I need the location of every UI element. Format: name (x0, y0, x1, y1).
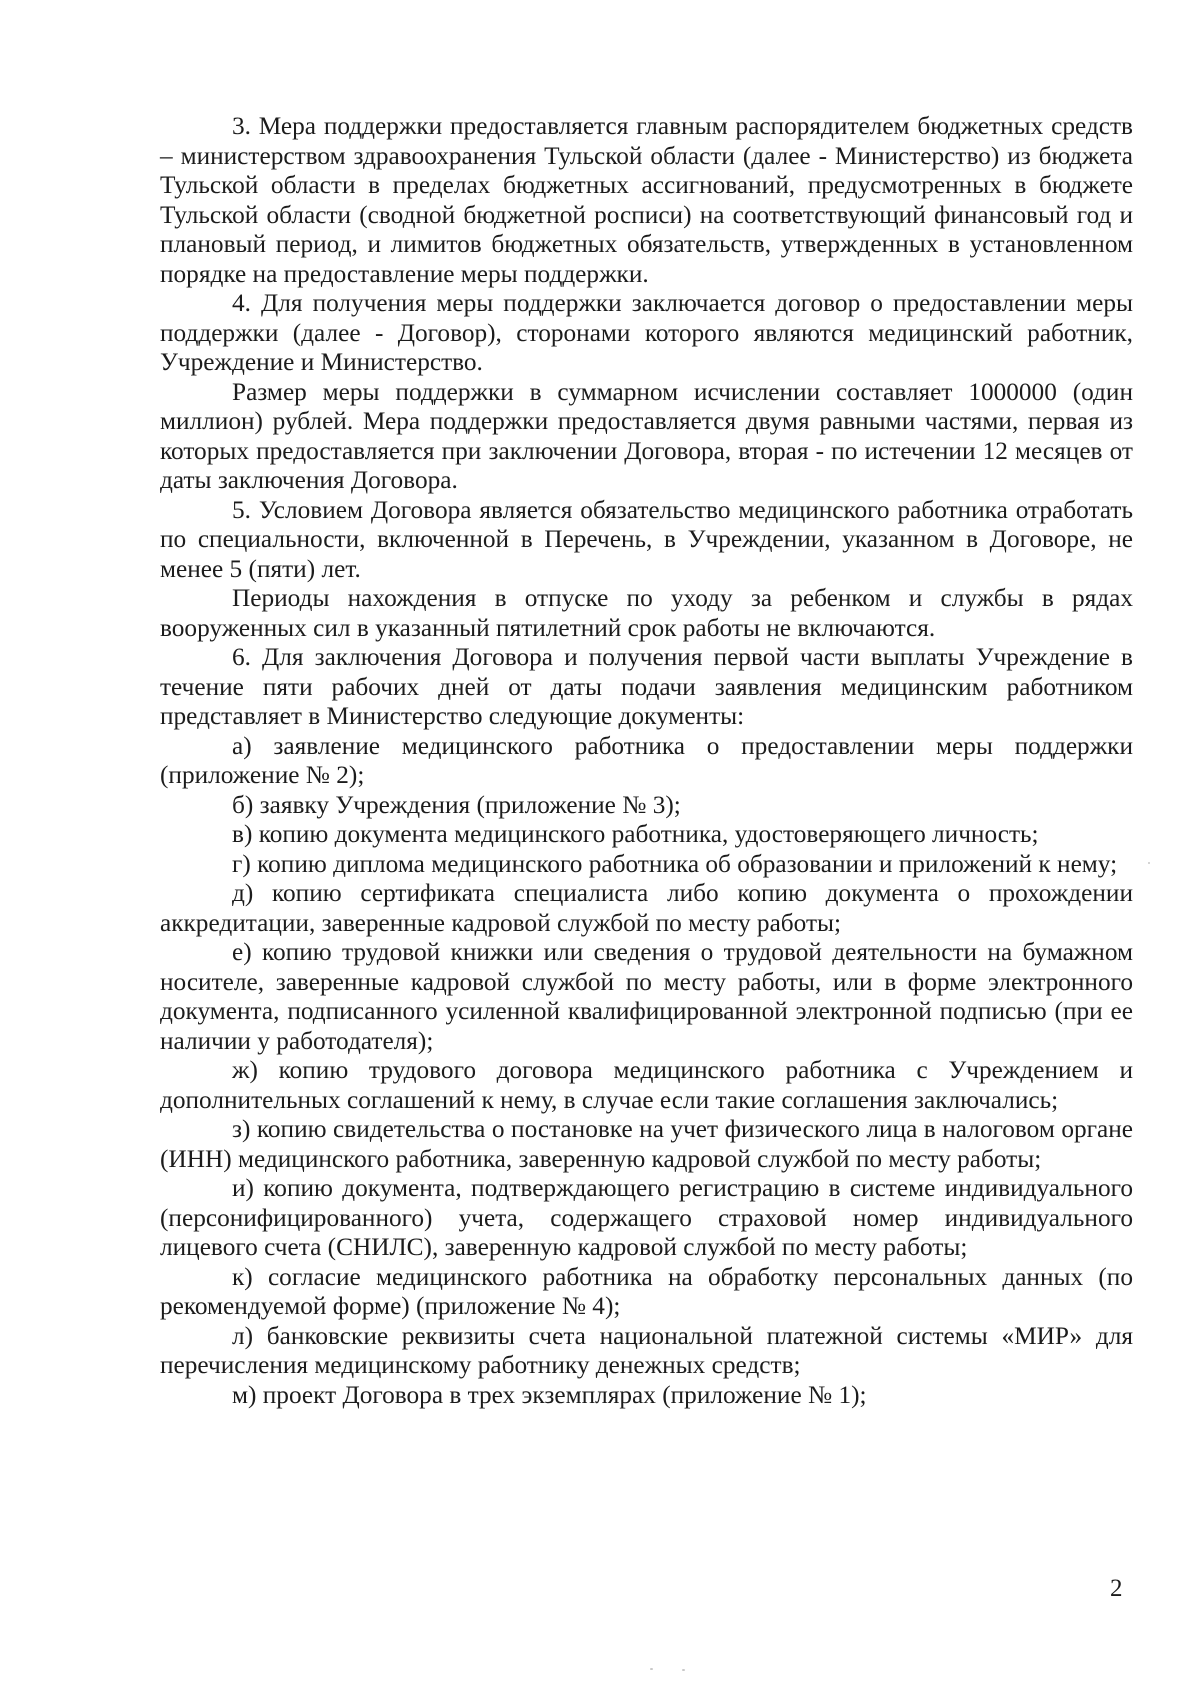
paragraph-5: 5. Условием Договора является обязательство медицинского работника отработать по специальности, включенной в Перечень, в Учреждении, указанном в Договоре, не менее 5 (пяти) лет. (160, 495, 1133, 583)
document-body (160, 112, 1133, 1410)
page-number: 2 (1110, 1575, 1123, 1602)
list-item-i: и) копию документа, подтверждающего регистрацию в системе индивидуального (персонифицированного) учета, содержащего страховой номер индивидуального лицевого счета (СНИЛС), заверенную кадровой службой по месту работы; (160, 1174, 1133, 1261)
paragraph-6: 6. Для заключения Договора и получения первой части выплаты Учреждение в течение пяти рабочих дней от даты подачи заявления медицинским работником представляет в Министерство следующие документы: (160, 643, 1133, 730)
list-item-k: к) согласие медицинского работника на обработку персональных данных (по рекомендуемой форме) (приложение № 4); (160, 1262, 1133, 1320)
scan-speck (650, 1668, 653, 1670)
paragraph-4-amount: Размер меры поддержки в суммарном исчислении составляет 1000000 (один миллион) рублей. Мера поддержки предоставляется двумя равными частями, первая из которых предоставляется при заключении Договора, вторая - по истечении 12 месяцев от даты заключения Договора. (160, 377, 1133, 494)
list-item-m: м) проект Договора в трех экземплярах (приложение № 1); (232, 1380, 867, 1409)
list-item-b: б) заявку Учреждения (приложение № 3); (232, 790, 681, 819)
list-item-g: г) копию диплома медицинского работника об образовании и приложений к нему; (232, 849, 1118, 878)
scan-speck (1148, 862, 1150, 864)
list-item-a: а) заявление медицинского работника о предоставлении меры поддержки (приложение № 2); (160, 731, 1133, 789)
list-item-d: д) копию сертификата специалиста либо копию документа о прохождении аккредитации, заверенные кадровой службой по месту работы; (160, 879, 1133, 937)
list-item-v: в) копию документа медицинского работника, удостоверяющего личность; (232, 820, 1039, 848)
list-item-e: е) копию трудовой книжки или сведения о трудовой деятельности на бумажном носителе, заверенные кадровой службой по месту работы, или в форме электронного документа, подписанного усиленной квалифицированной электронной подписью (при ее наличии у работодателя); (160, 938, 1133, 1055)
scan-speck (682, 1669, 685, 1671)
list-item-z: з) копию свидетельства о постановке на учет физического лица в налоговом органе (ИНН) медицинского работника, заверенную кадровой службой по месту работы; (160, 1115, 1133, 1173)
list-item-zh: ж) копию трудового договора медицинского работника с Учреждением и дополнительных соглашений к нему, в случае если такие соглашения заключались; (160, 1056, 1133, 1114)
paragraph-4: 4. Для получения меры поддержки заключается договор о предоставлении меры поддержки (далее - Договор), сторонами которого являются медицинский работник, Учреждение и Министерство. (160, 289, 1133, 376)
list-item-l: л) банковские реквизиты счета национальной платежной системы «МИР» для перечисления медицинскому работнику денежных средств; (160, 1321, 1133, 1379)
paragraph-3: 3. Мера поддержки предоставляется главным распорядителем бюджетных средств – министерством здравоохранения Тульской области (далее - Министерство) из бюджета Тульской области в пределах бюджетных ассигнований, предусмотренных в бюджете Тульской области (сводной бюджетной росписи) на соответствующий финансовый год и плановый период, и лимитов бюджетных обязательств, утвержденных в установленном порядке на предоставление меры поддержки. (160, 112, 1133, 288)
paragraph-5-periods: Периоды нахождения в отпуске по уходу за ребенком и службы в рядах вооруженных сил в указанный пятилетний срок работы не включаются. (160, 584, 1133, 642)
